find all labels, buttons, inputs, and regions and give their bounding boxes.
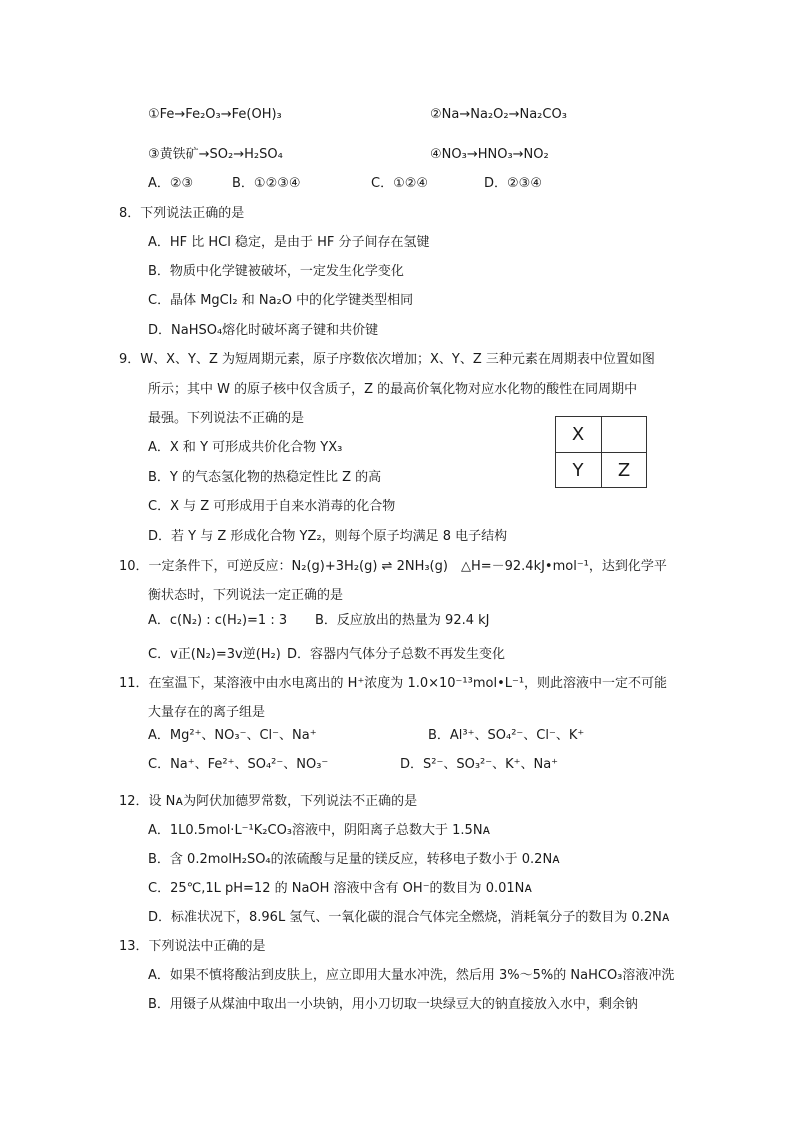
q11-option-b: B．Al³⁺、SO₄²⁻、Cl⁻、K⁺ <box>428 728 585 743</box>
q9-option-b: B．Y 的气态氢化物的热稳定性比 Z 的高 <box>148 470 382 485</box>
q9-option-c: C．X 与 Z 可形成用于自来水消毒的化合物 <box>148 499 396 514</box>
q10-option-c: C．v正(N₂)=3v逆(H₂) <box>148 647 281 662</box>
q12-option-c: C．25℃,1L pH=12 的 NaOH 溶液中含有 OH⁻的数目为 0.01Nᴀ <box>148 881 533 896</box>
option-1: ①Fe→Fe₂O₃→Fe(OH)₃ <box>148 107 282 122</box>
option-4: ④NO₃→HNO₃→NO₂ <box>430 147 549 162</box>
cell-empty <box>602 417 646 451</box>
q7-choice-b: B．①②③④ <box>232 176 301 191</box>
q11-stem-line1: 11．在室温下，某溶液中由水电离出的 H⁺浓度为 1.0×10⁻¹³mol•L⁻¹，则此溶液中一定不可能 <box>119 676 668 691</box>
q11-stem-line2: 大量存在的离子组是 <box>148 705 266 720</box>
q9-stem-line2: 所示；其中 W 的原子核中仅含质子，Z 的最高价氧化物对应水化物的酸性在同周期中 <box>148 382 638 397</box>
option-2: ②Na→Na₂O₂→Na₂CO₃ <box>430 107 567 122</box>
periodic-table-fragment <box>555 416 647 488</box>
q9-stem-line3: 最强。下列说法不正确的是 <box>148 411 305 426</box>
q12-stem: 12．设 Nᴀ为阿伏加德罗常数，下列说法不正确的是 <box>119 794 418 809</box>
q8-option-a: A．HF 比 HCl 稳定，是由于 HF 分子间存在氢键 <box>148 235 430 250</box>
q8-option-c: C．晶体 MgCl₂ 和 Na₂O 中的化学键类型相同 <box>148 293 414 308</box>
q12-option-d: D．标准状况下，8.96L 氢气、一氧化碳的混合气体完全燃烧，消耗氧分子的数目为 0.2Nᴀ <box>148 910 670 925</box>
q10-stem-line2: 衡状态时，下列说法一定正确的是 <box>148 588 344 603</box>
q9-option-d: D．若 Y 与 Z 形成化合物 YZ₂，则每个原子均满足 8 电子结构 <box>148 529 508 544</box>
q7-choice-c: C．①②④ <box>371 176 429 191</box>
q10-option-b: B．反应放出的热量为 92.4 kJ <box>315 613 490 628</box>
option-3: ③黄铁矿→SO₂→H₂SO₄ <box>148 147 283 162</box>
q8-stem: 8．下列说法正确的是 <box>119 206 245 221</box>
q12-option-b: B．含 0.2molH₂SO₄的浓硫酸与足量的镁反应，转移电子数小于 0.2Nᴀ <box>148 852 560 867</box>
q13-option-a: A．如果不慎将酸沾到皮肤上，应立即用大量水冲洗，然后用 3%～5%的 NaHCO₃溶液冲洗 <box>148 968 675 983</box>
q10-stem-line1: 10．一定条件下，可逆反应：N₂(g)+3H₂(g) ⇌ 2NH₃(g) △H=－92.4kJ•mol⁻¹，达到化学平 <box>119 559 667 574</box>
q10-option-a: A．c(N₂) : c(H₂)=1 : 3 <box>148 613 288 628</box>
q9-stem-line1: 9．W、X、Y、Z 为短周期元素，原子序数依次增加；X、Y、Z 三种元素在周期表中位置如图 <box>119 352 655 367</box>
q7-choice-d: D．②③④ <box>484 176 542 191</box>
q10-option-d: D．容器内气体分子总数不再发生变化 <box>287 647 506 662</box>
q9-option-a: A．X 和 Y 可形成共价化合物 YX₃ <box>148 440 343 455</box>
q12-option-a: A．1L0.5mol·L⁻¹K₂CO₃溶液中，阴阳离子总数大于 1.5Nᴀ <box>148 823 491 838</box>
q11-option-d: D．S²⁻、SO₃²⁻、K⁺、Na⁺ <box>400 757 559 772</box>
q8-option-b: B．物质中化学键被破坏，一定发生化学变化 <box>148 264 404 279</box>
q8-option-d: D．NaHSO₄熔化时破坏离子键和共价键 <box>148 323 379 338</box>
q13-option-b: B．用镊子从煤油中取出一小块钠，用小刀切取一块绿豆大的钠直接放入水中，剩余钠 <box>148 997 638 1012</box>
cell-y: Y <box>572 459 584 481</box>
cell-x: X <box>571 423 585 445</box>
q7-choice-a: A．②③ <box>148 176 194 191</box>
q13-stem: 13．下列说法中正确的是 <box>119 939 266 954</box>
q11-option-c: C．Na⁺、Fe²⁺、SO₄²⁻、NO₃⁻ <box>148 757 329 772</box>
cell-z: Z <box>617 459 631 481</box>
q11-option-a: A．Mg²⁺、NO₃⁻、Cl⁻、Na⁺ <box>148 728 317 743</box>
